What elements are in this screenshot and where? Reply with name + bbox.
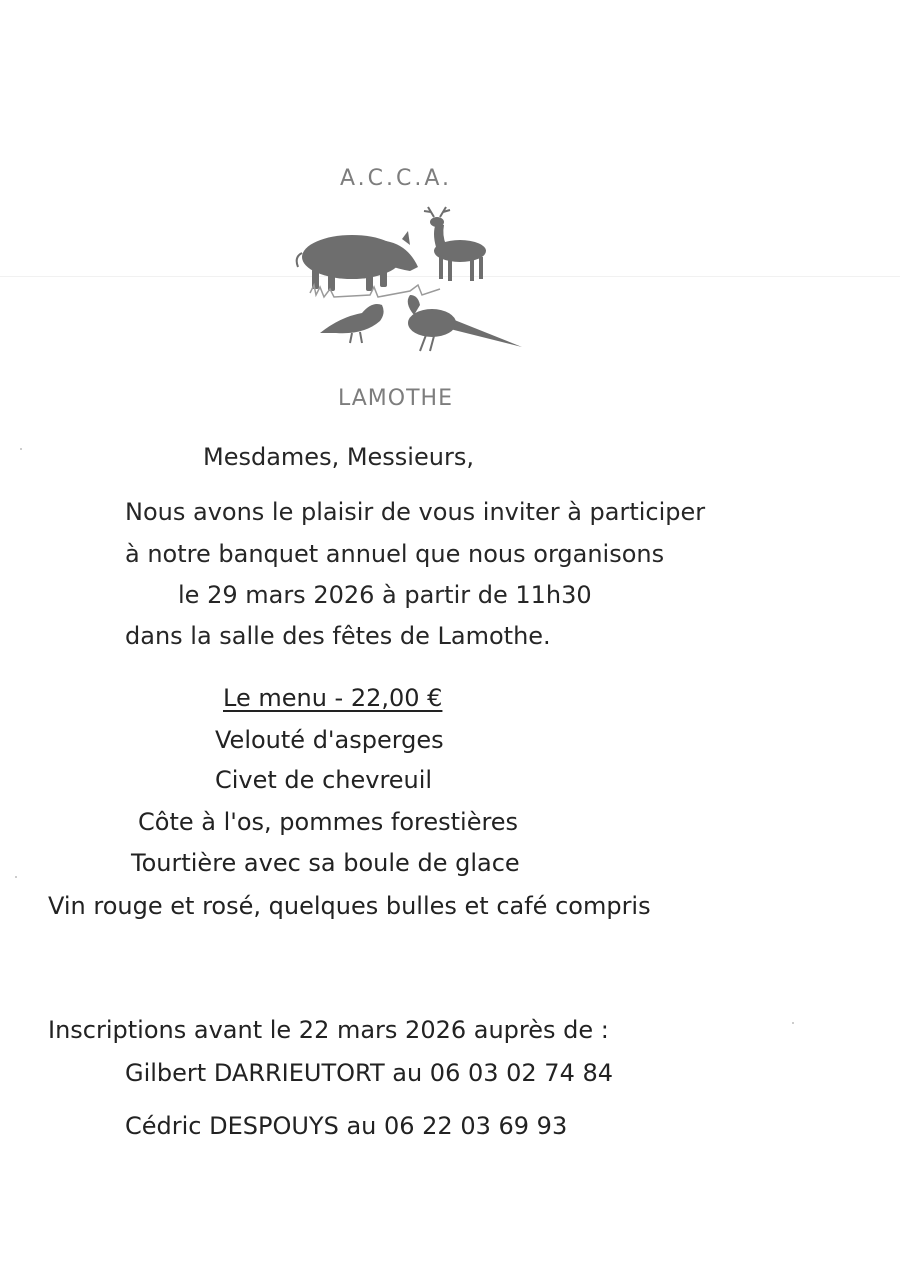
deer-icon (424, 207, 486, 281)
boar-icon (297, 231, 418, 291)
pheasant-icon (408, 295, 522, 351)
greeting: Mesdames, Messieurs, (203, 443, 474, 471)
scan-speck (20, 448, 22, 450)
registration-intro: Inscriptions avant le 22 mars 2026 auprès de : (48, 1016, 609, 1044)
invitation-date-line: le 29 mars 2026 à partir de 11h30 (178, 581, 592, 609)
organization-name: A.C.C.A. (340, 166, 453, 191)
menu-title: Le menu - 22,00 € (223, 684, 443, 712)
menu-item: Tourtière avec sa boule de glace (131, 849, 520, 877)
menu-item: Velouté d'asperges (215, 726, 444, 754)
invitation-line-2: à notre banquet annuel que nous organisons (125, 540, 665, 568)
scan-speck (15, 876, 17, 878)
partridge-icon (320, 304, 384, 343)
hunting-animals-icon (290, 205, 530, 355)
menu-item: Vin rouge et rosé, quelques bulles et café compris (48, 892, 651, 920)
menu-item: Côte à l'os, pommes forestières (138, 808, 519, 836)
contact-line-2: Cédric DESPOUYS au 06 22 03 69 93 (125, 1112, 568, 1140)
scan-speck (792, 1022, 794, 1024)
invitation-venue-line: dans la salle des fêtes de Lamothe. (125, 622, 551, 650)
town-name: LAMOTHE (338, 386, 453, 411)
menu-item: Civet de chevreuil (215, 766, 433, 794)
invitation-line-1: Nous avons le plaisir de vous inviter à participer (125, 498, 706, 526)
contact-line-1: Gilbert DARRIEUTORT au 06 03 02 74 84 (125, 1059, 614, 1087)
